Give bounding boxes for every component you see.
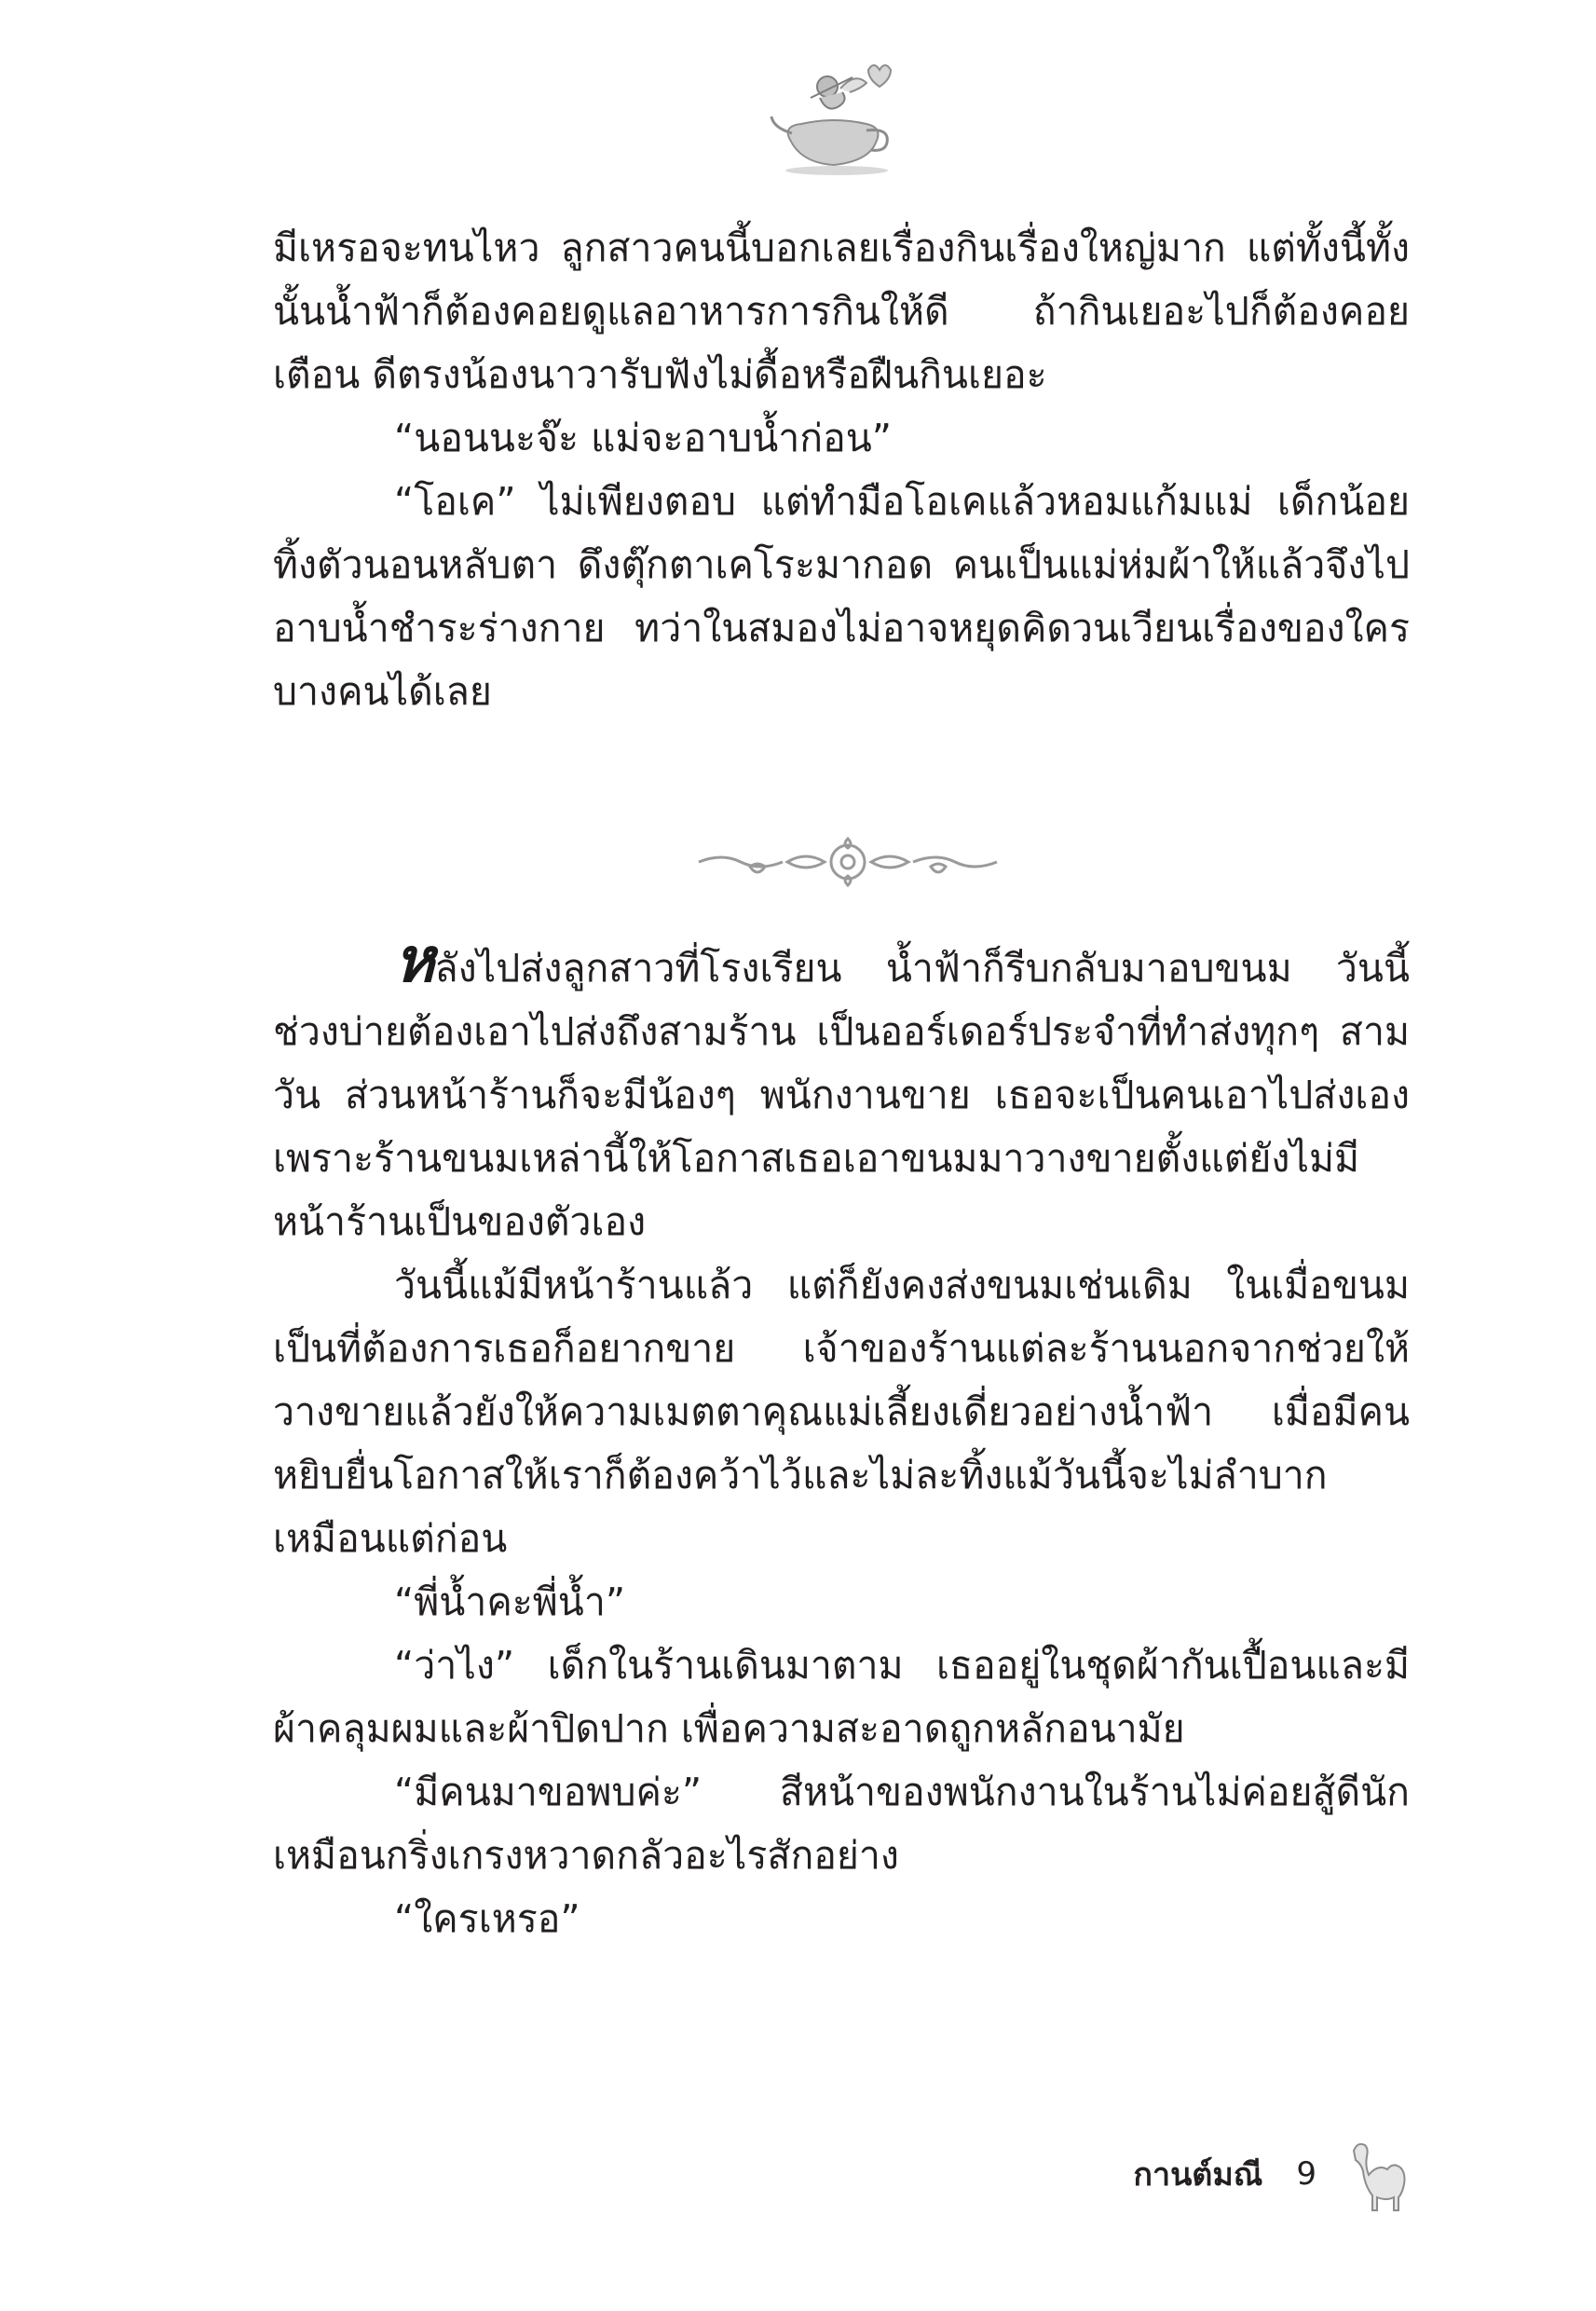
paragraph: “นอนนะจ๊ะ แม่จะอาบน้ำก่อน” xyxy=(394,416,892,460)
camel-icon xyxy=(1344,2132,1410,2216)
paragraph-first-text: ลังไปส่งลูกสาวที่โรงเรียน น้ำฟ้าก็รีบกลับมาอบขนม วันนี้ช่วงบ่ายต้องเอาไปส่งถึงสามร้าน เป็นออร์เดอร์ประจำที่ทำส่งทุกๆ สามวัน ส่วนหน้าร้านก็จะมีน้องๆ พนักงานขาย เธอจะเป็นคนเอาไปส่งเอง เพราะร้านขนมเหล่านี้ให้โอกาสเธอเอาขนมมาวางขายตั้งแต่ยังไม่มีหน้าร้านเป็นของตัวเอง xyxy=(273,946,1410,1244)
paragraph: มีเหรอจะทนไหว ลูกสาวคนนี้บอกเลยเรื่องกินเรื่องใหญ่มาก แต่ทั้งนี้ทั้งนั้นน้ำฟ้าก็ต้องคอยดูแลอาหารการกินให้ดี ถ้ากินเยอะไปก็ต้องคอยเตือน ดีตรงน้องนาวารับฟังไม่ดื้อหรือฝืนกินเยอะ xyxy=(273,226,1410,397)
paragraph-first xyxy=(273,923,1410,1253)
text-block-2 xyxy=(273,923,1410,1950)
paragraph: วันนี้แม้มีหน้าร้านแล้ว แต่ก็ยังคงส่งขนมเช่นเดิม ในเมื่อขนมเป็นที่ต้องการเธอก็อยากขาย เจ้าของร้านแต่ละร้านนอกจากช่วยให้วางขายแล้วยังให้ความเมตตาคุณแม่เลี้ยงเดี่ยวอย่างน้ำฟ้า เมื่อมีคนหยิบยื่นโอกาสให้เราก็ต้องคว้าไว้และไม่ละทิ้งแม้วันนี้จะไม่ลำบากเหมือนแต่ก่อน xyxy=(273,1263,1410,1561)
paragraph: “มีคนมาขอพบค่ะ” สีหน้าของพนักงานในร้านไม่ค่อยสู้ดีนักเหมือนกริ่งเกรงหวาดกลัวอะไรสักอย่าง xyxy=(273,1770,1410,1878)
teapot-cupid-icon xyxy=(764,51,904,182)
paragraph: “ว่าไง” เด็กในร้านเดินมาตาม เธออยู่ในชุดผ้ากันเปื้อนและมีผ้าคลุมผมและผ้าปิดปาก เพื่อความสะอาดถูกหลักอนามัย xyxy=(273,1643,1410,1751)
page-footer xyxy=(1133,2132,1410,2216)
book-title: กานต์มณี xyxy=(1133,2156,1263,2194)
paragraph: “โอเค” ไม่เพียงตอบ แต่ทำมือโอเคแล้วหอมแก้มแม่ เด็กน้อยทิ้งตัวนอนหลับตา ดึงตุ๊กตาเคโระมากอด คนเป็นแม่ห่มผ้าให้แล้วจึงไปอาบน้ำชำระร่างกาย ทว่าในสมองไม่อาจหยุดคิดวนเวียนเรื่องของใครบางคนได้เลย xyxy=(273,479,1410,714)
floral-divider-icon xyxy=(694,829,1002,895)
page-number: 9 xyxy=(1296,2155,1316,2193)
paragraph: “ใครเหรอ” xyxy=(394,1896,580,1941)
text-block-1 xyxy=(273,216,1410,723)
drop-cap: ห xyxy=(394,923,435,996)
paragraph: “พี่น้ำคะพี่น้ำ” xyxy=(394,1579,626,1624)
